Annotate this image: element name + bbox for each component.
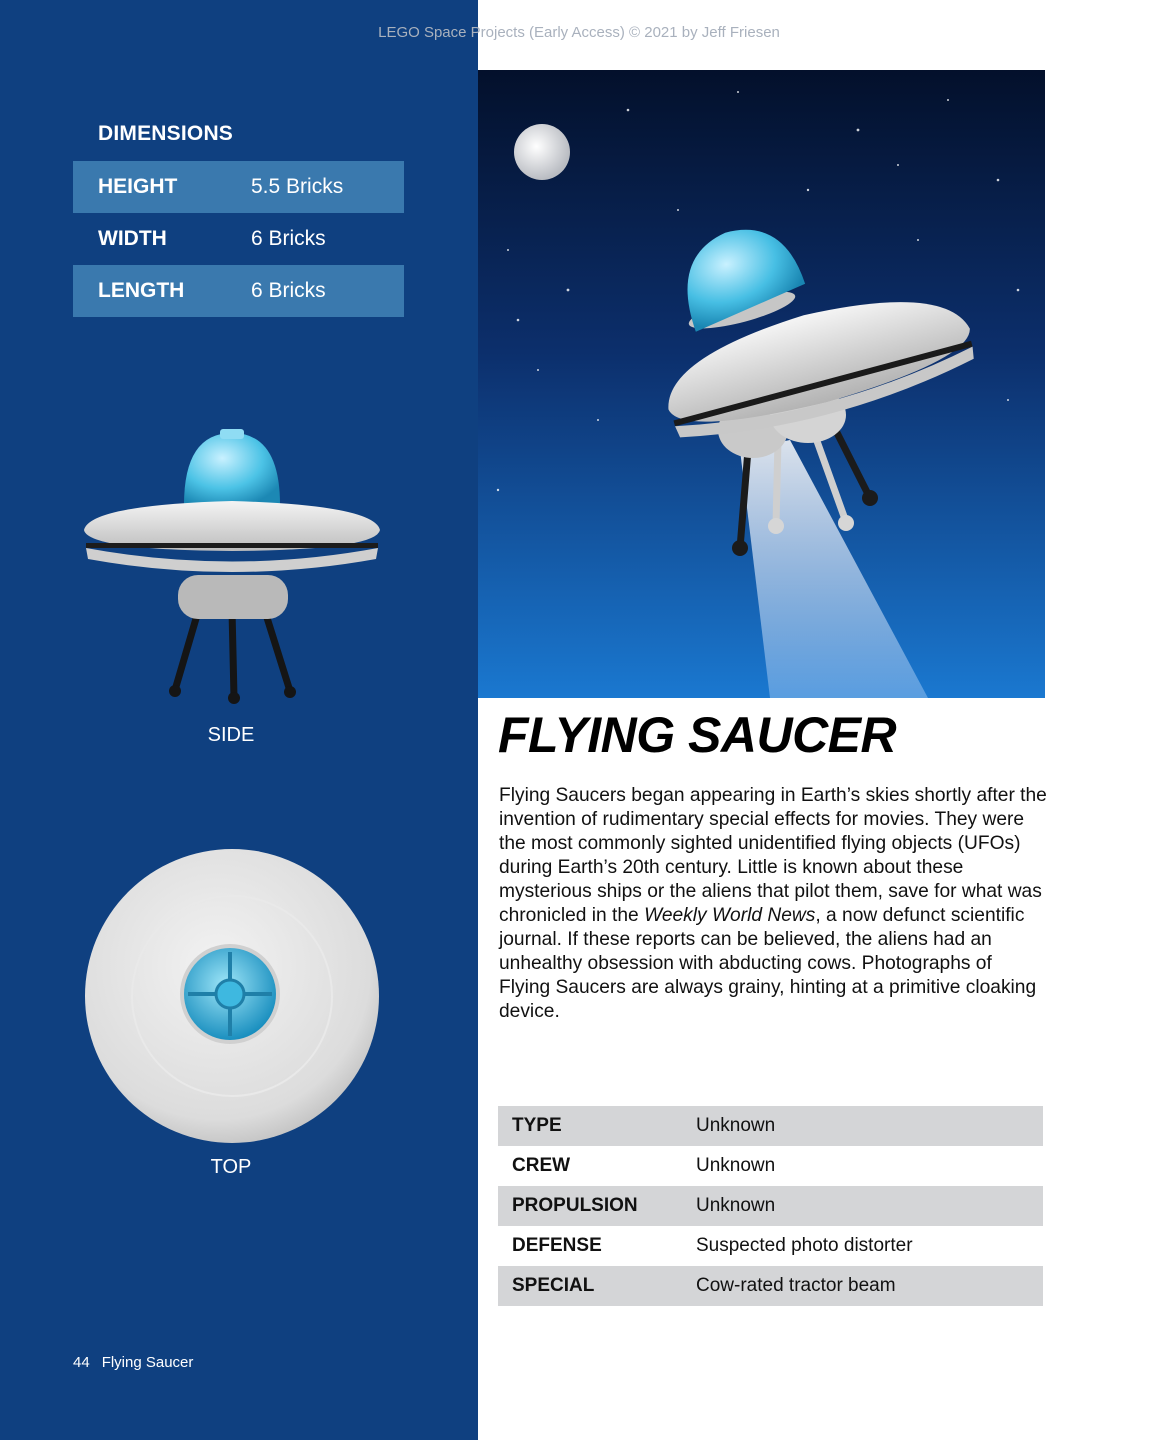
page-footer — [73, 1354, 193, 1371]
spec-row-type — [498, 1106, 1043, 1146]
body-text-italic: Weekly World News — [644, 905, 816, 926]
page-header — [0, 24, 1152, 41]
spec-label: CREW — [512, 1155, 571, 1176]
dimension-value: 6 Bricks — [251, 279, 326, 302]
spec-value: Suspected photo distorter — [696, 1235, 913, 1256]
dimension-label: HEIGHT — [98, 175, 178, 198]
top-caption: TOP — [210, 1156, 252, 1178]
saucer-top-view-image — [84, 848, 380, 1144]
specs-table — [498, 1106, 1043, 1306]
dimension-row-length — [73, 265, 404, 317]
spec-value: Unknown — [696, 1195, 776, 1216]
dimension-label: LENGTH — [98, 279, 185, 302]
dimension-value: 6 Bricks — [251, 227, 326, 250]
article-title: FLYING SAUCER — [498, 707, 897, 763]
dimensions-table — [73, 161, 404, 317]
body-text-part: Flying Saucers began appearing in Earth’s skies shortly after the invention of rudimentary special effects for movies. They were the most commonly sighted unidentified flying objects (UFOs) during Earth’s 20th century. Little is known about these mysterious ships or the aliens that pilot them, save for what was chronicled in the — [499, 785, 1047, 926]
spec-value: Cow-rated tractor beam — [696, 1275, 896, 1296]
article-body — [499, 784, 1047, 1024]
spec-row-defense — [498, 1226, 1043, 1266]
dimension-value: 5.5 Bricks — [251, 175, 344, 198]
saucer-side-view-image — [80, 425, 385, 715]
spec-label: PROPULSION — [512, 1195, 638, 1216]
copyright-text: LEGO Space Projects (Early Access) © 2021 by Jeff Friesen — [378, 24, 780, 41]
dimension-label: WIDTH — [98, 227, 167, 250]
dimension-row-height — [73, 161, 404, 213]
dimensions-heading: DIMENSIONS — [98, 122, 234, 145]
spec-value: Unknown — [696, 1155, 776, 1176]
spec-row-crew — [498, 1146, 1043, 1186]
dimension-row-width — [73, 213, 404, 265]
spec-label: TYPE — [512, 1115, 562, 1136]
saucer-hero-photo — [478, 70, 1045, 698]
spec-row-special — [498, 1266, 1043, 1306]
side-caption: SIDE — [207, 724, 255, 746]
spec-value: Unknown — [696, 1115, 776, 1136]
spec-label: SPECIAL — [512, 1275, 595, 1296]
page-number: 44 — [73, 1354, 90, 1371]
section-name: Flying Saucer — [101, 1354, 194, 1371]
spec-label: DEFENSE — [512, 1235, 602, 1256]
spec-row-propulsion — [498, 1186, 1043, 1226]
body-text-part: , a now defunct scientific journal. If these reports can be believed, the aliens had an unhealthy obsession with abducting cows. Photographs of Flying Saucers are always grainy, hinting at a primitive cloaking device. — [499, 905, 1037, 1022]
